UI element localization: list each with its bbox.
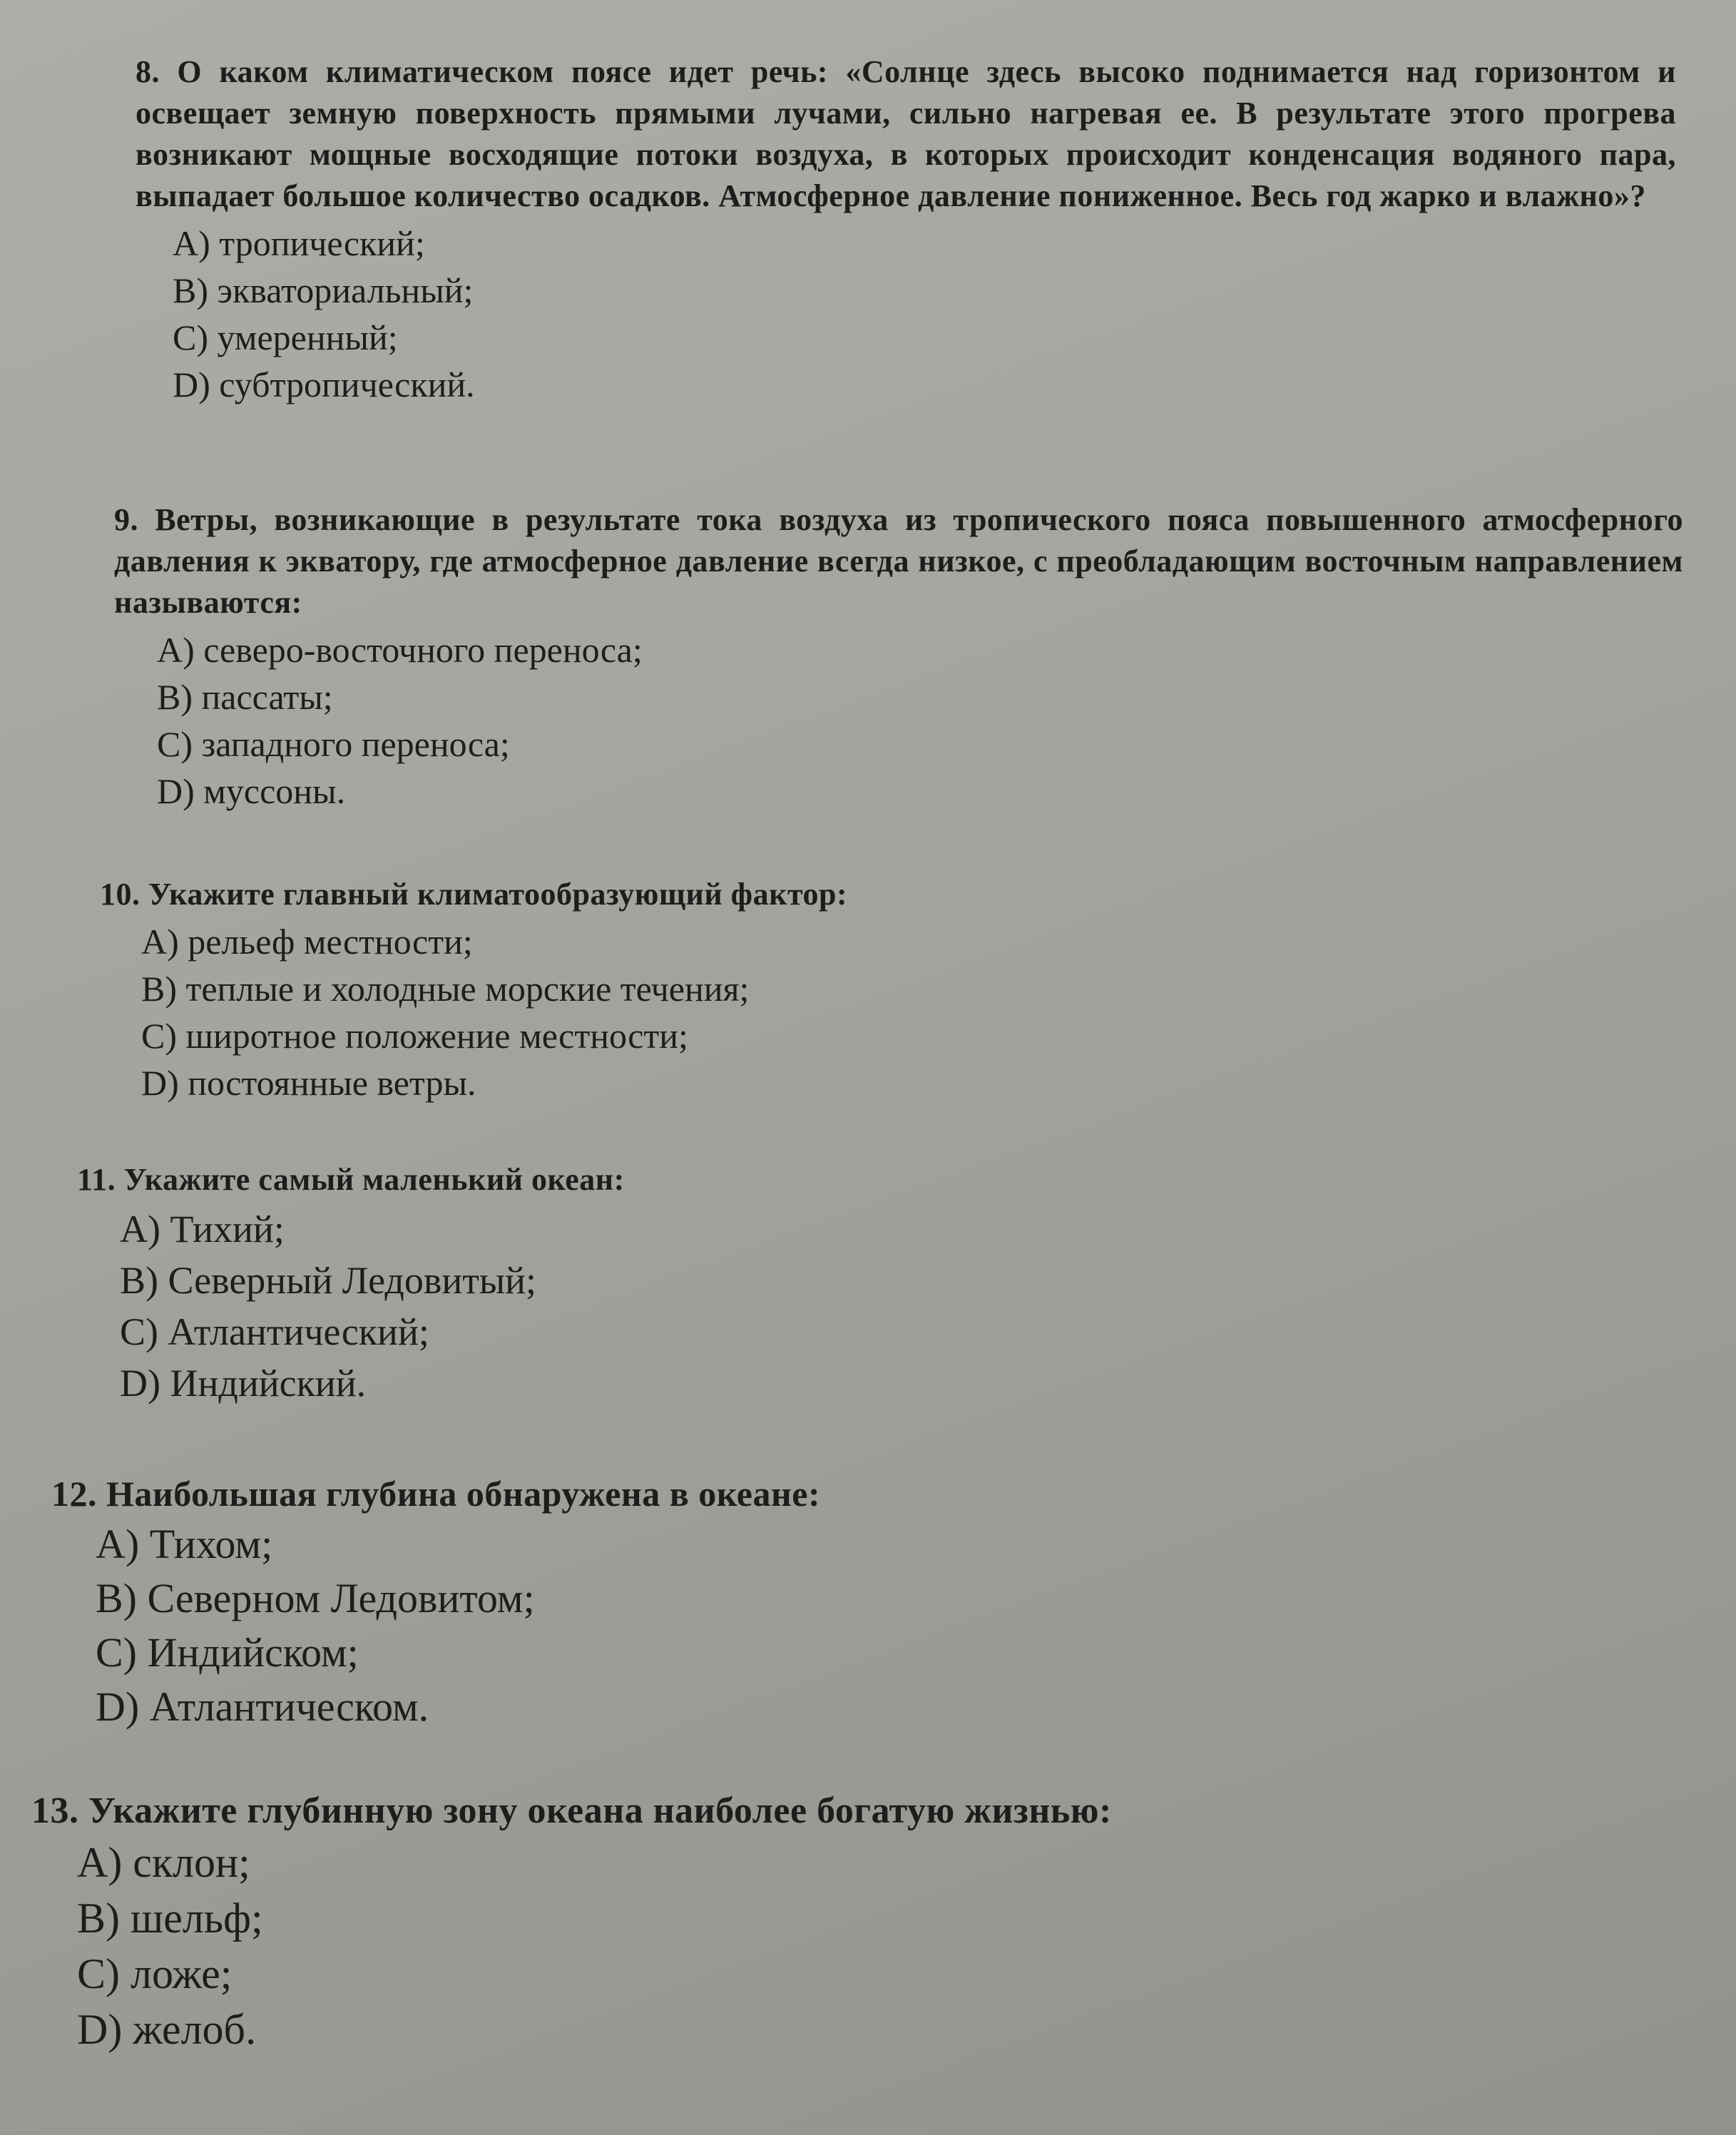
question-text: 12. Наибольшая глубина обнаружена в океане:: [51, 1474, 821, 1514]
question-text: 13. Укажите глубинную зону океана наиболее богатую жизнью:: [31, 1790, 1112, 1831]
answer-options: [100, 918, 1598, 1106]
option-c: С) ложе;: [77, 1950, 233, 1997]
question-12: [51, 1473, 1549, 1734]
option-c: С) Атлантический;: [120, 1310, 429, 1353]
question-text: 8. О каком климатическом поясе идет речь: «Солнце здесь высоко поднимается над горизонтом и освещает земную поверхность прямыми лучами, сильно нагревая ее. В результате этого прогрева возникают мощные восходящие потоки воздуха, в которых происходит конденсация водяного пара, выпадает большое количество осадков. Атмосферное давление пониженное. Весь год жарко и влажно»?: [136, 54, 1676, 213]
option-a: А) Тихом;: [96, 1521, 273, 1567]
question-8: [136, 51, 1676, 408]
option-b: В) теплые и холодные морские течения;: [141, 969, 750, 1009]
option-b: В) пассаты;: [157, 677, 333, 717]
answer-options: [136, 220, 1676, 408]
option-d: D) желоб.: [77, 2006, 257, 2053]
question-9: [114, 499, 1683, 815]
option-b: В) Северном Ледовитом;: [96, 1575, 535, 1621]
question-text: 11. Укажите самый маленький океан:: [77, 1162, 625, 1197]
question-10: [100, 874, 1598, 1106]
option-a: А) рельеф местности;: [141, 922, 473, 962]
option-c: С) западного переноса;: [157, 724, 510, 764]
option-a: А) северо-восточного переноса;: [157, 630, 643, 670]
question-11: [77, 1159, 1575, 1409]
option-a: А) тропический;: [173, 223, 425, 263]
option-b: В) экваториальный;: [173, 270, 474, 310]
answer-options: [77, 1203, 1575, 1409]
option-d: D) субтропический.: [173, 365, 475, 404]
question-text: 10. Укажите главный климатообразующий фактор:: [100, 877, 848, 912]
option-c: С) Индийском;: [96, 1629, 359, 1676]
option-d: D) Индийский.: [120, 1362, 367, 1405]
option-b: В) шельф;: [77, 1895, 263, 1942]
answer-options: [31, 1835, 1600, 2057]
option-c: С) широтное положение местности;: [141, 1016, 688, 1056]
option-d: D) постоянные ветры.: [141, 1063, 476, 1103]
option-c: С) умеренный;: [173, 317, 398, 357]
option-a: А) склон;: [77, 1839, 250, 1886]
answer-options: [51, 1517, 1549, 1734]
question-text: 9. Ветры, возникающие в результате тока воздуха из тропического пояса повышенного атмосферного давления к экватору, где атмосферное давление всегда низкое, с преобладающим восточным направлением называются:: [114, 502, 1683, 620]
question-13: [31, 1790, 1600, 2057]
option-b: В) Северный Ледовитый;: [120, 1259, 537, 1302]
option-a: А) Тихий;: [120, 1208, 285, 1250]
option-d: D) Атлантическом.: [96, 1683, 429, 1730]
option-d: D) муссоны.: [157, 771, 346, 811]
answer-options: [114, 626, 1683, 815]
